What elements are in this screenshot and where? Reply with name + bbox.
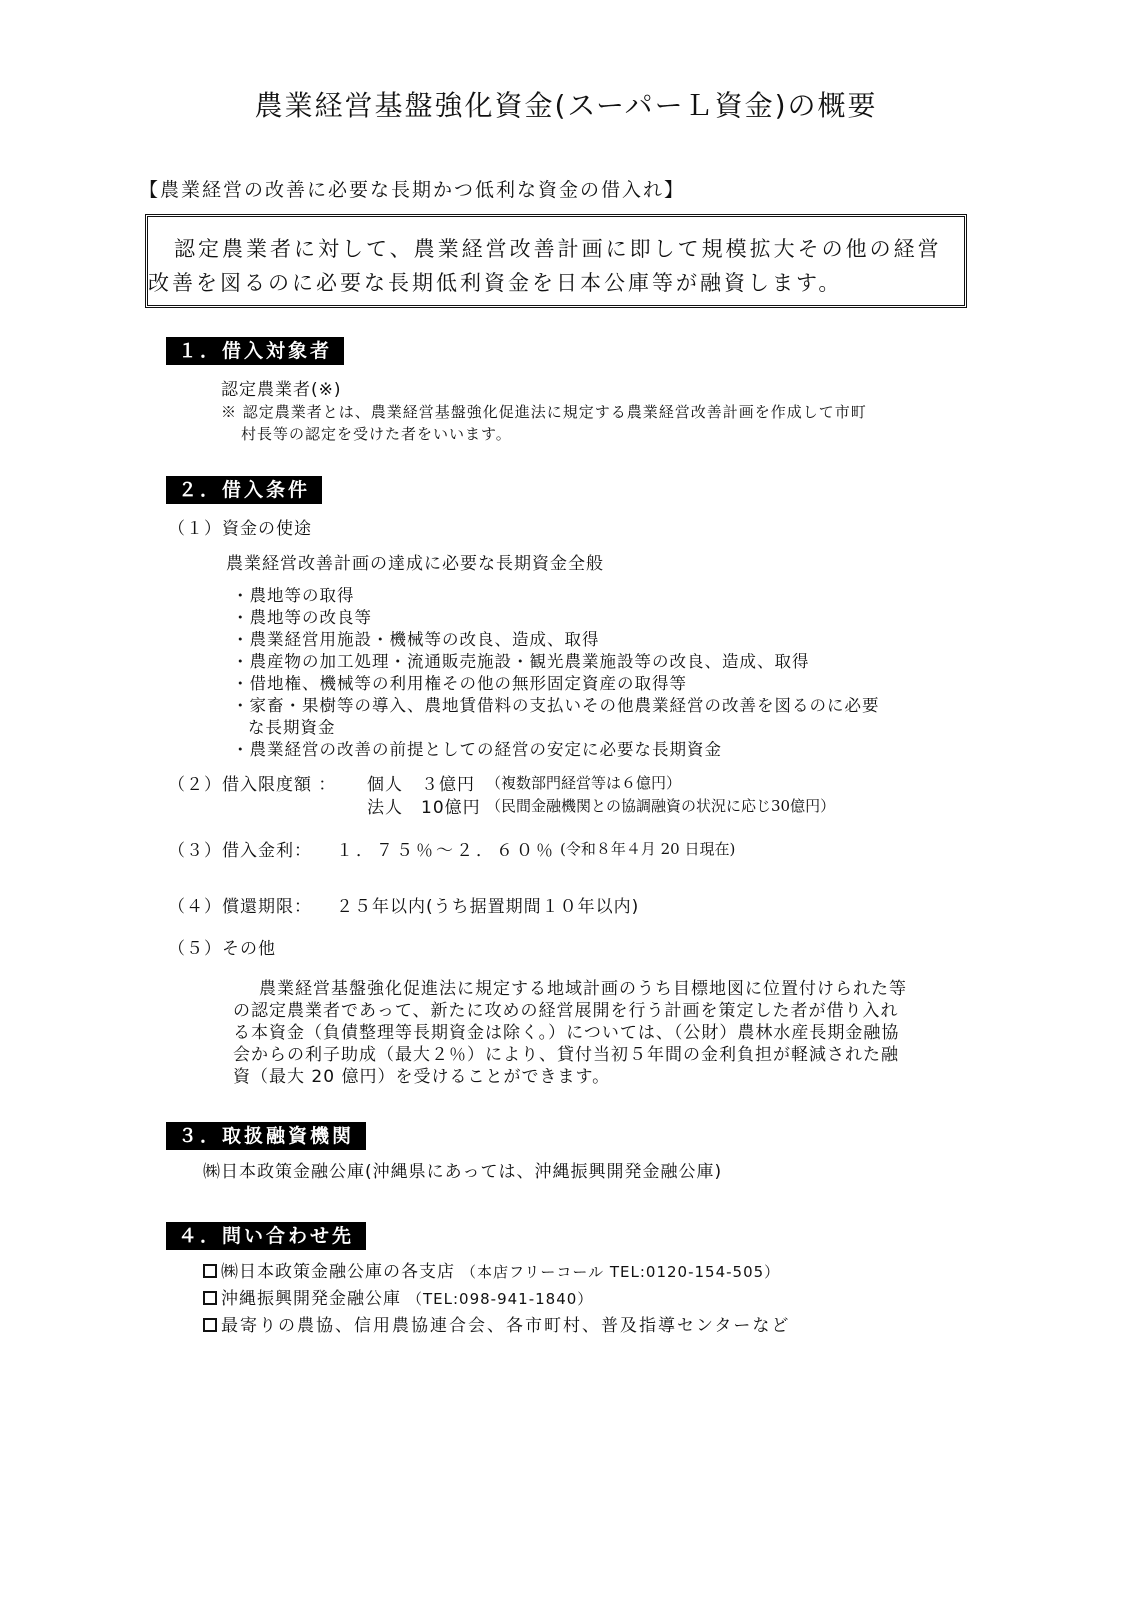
contact-item-2 <box>203 1284 593 1309</box>
uses-list <box>232 585 880 761</box>
section-2-heading: ２．借入条件 <box>166 476 322 504</box>
item-2-label: （２）借入限度額 ： <box>168 775 337 795</box>
item-1-lead: 農業経営改善計画の達成に必要な長期資金全般 <box>226 554 604 574</box>
item-1-label: （１）資金の使途 <box>168 519 312 539</box>
limit-individual-note: （複数部門経営等は６億円） <box>486 774 682 792</box>
list-item: ・農業経営用施設・機械等の改良、造成、取得 <box>232 630 600 649</box>
other-line-2: の認定農業者であって、新たに攻めの経営展開を行う計画を策定した者が借り入れ <box>233 1001 899 1021</box>
other-line-4: 会からの利子助成（最大２％）により、貸付当初５年間の金利負担が軽減された融 <box>233 1045 899 1065</box>
interest-rate-note: (令和８年４月 20 日現在) <box>560 840 736 858</box>
list-item: ・農地等の取得 <box>232 586 355 605</box>
list-item: ・借地権、機械等の利用権その他の無形固定資産の取得等 <box>232 674 687 693</box>
note-mark: ※ <box>221 403 238 421</box>
lending-institution: ㈱日本政策金融公庫(沖縄県にあっては、沖縄振興開発金融公庫) <box>203 1162 723 1182</box>
item-5-label: （５）その他 <box>168 939 276 959</box>
summary-line-1: 認定農業者に対して、農業経営改善計画に即して規模拡大その他の経営 <box>174 237 942 261</box>
section-1-heading: １．借入対象者 <box>166 337 344 365</box>
repayment-term: ２５年以内(うち据置期間１０年以内) <box>336 897 640 917</box>
list-item: ・農産物の加工処理・流通販売施設・観光農業施設等の改良、造成、取得 <box>232 652 810 671</box>
list-item-continuation: な長期資金 <box>248 718 336 737</box>
item-3-label: （３）借入金利： <box>168 841 312 861</box>
contact-1-note: （本店フリーコール TEL:0120-154-505） <box>461 1263 781 1281</box>
contact-2-note: （TEL:098-941-1840） <box>407 1290 594 1308</box>
other-line-3: る本資金（負債整理等長期資金は除く。）については、（公財）農林水産長期金融協 <box>233 1023 900 1043</box>
borrower-note-line-1 <box>221 401 867 422</box>
section-3-heading: ３．取扱融資機関 <box>166 1122 366 1150</box>
list-item: ・農地等の改良等 <box>232 608 372 627</box>
limit-corporate: 法人 10億円 <box>367 798 481 818</box>
other-line-5: 資（最大 20 億円）を受けることができます。 <box>233 1067 611 1087</box>
borrower-note-line-2: 村長等の認定を受けた者をいいます。 <box>241 425 512 443</box>
item-4-label: （４）償還期限： <box>168 897 312 917</box>
page-subtitle: 【農業経営の改善に必要な長期かつ低利な資金の借入れ】 <box>139 179 686 201</box>
other-line-1: 農業経営基盤強化促進法に規定する地域計画のうち目標地図に位置付けられた等 <box>259 979 907 999</box>
contact-2-name: 沖縄振興開発金融公庫 <box>221 1289 401 1309</box>
checkbox-icon <box>203 1264 217 1278</box>
borrower-target: 認定農業者(※) <box>221 380 342 400</box>
limit-individual: 個人 ３億円 <box>367 775 475 795</box>
section-4-heading: ４．問い合わせ先 <box>166 1222 366 1250</box>
contact-item-1 <box>203 1257 780 1282</box>
contact-item-3 <box>203 1311 790 1336</box>
interest-rate: １．７５％～２．６０％ <box>336 841 556 861</box>
contact-3-name: 最寄りの農協、信用農協連合会、各市町村、普及指導センターなど <box>221 1316 791 1336</box>
summary-box <box>145 214 967 308</box>
checkbox-icon <box>203 1291 217 1305</box>
summary-line-2: 改善を図るのに必要な長期低利資金を日本公庫等が融資します。 <box>148 271 843 295</box>
list-item: ・家畜・果樹等の導入、農地賃借料の支払いその他農業経営の改善を図るのに必要 <box>232 696 880 715</box>
other-paragraph <box>233 978 993 1088</box>
checkbox-icon <box>203 1318 217 1332</box>
note-text-1: 認定農業者とは、農業経営基盤強化促進法に規定する農業経営改善計画を作成して市町 <box>242 403 867 421</box>
list-item: ・農業経営の改善の前提としての経営の安定に必要な長期資金 <box>232 740 722 759</box>
page-title: 農業経営基盤強化資金(スーパーＬ資金)の概要 <box>254 89 878 122</box>
limit-corporate-note: （民間金融機関との協調融資の状況に応じ30億円） <box>486 797 836 815</box>
contact-1-name: ㈱日本政策金融公庫の各支店 <box>221 1262 455 1282</box>
